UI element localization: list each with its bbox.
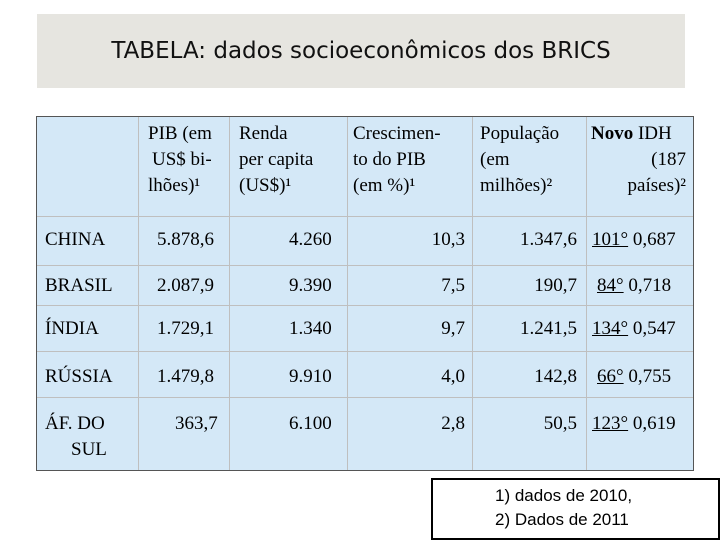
country-cell: ÁF. DO SUL bbox=[45, 413, 107, 460]
column-divider bbox=[138, 117, 139, 470]
country-cell: RÚSSIA bbox=[45, 366, 113, 387]
page-title: TABELA: dados socioeconômicos dos BRICS bbox=[111, 38, 611, 64]
country-cell: ÍNDIA bbox=[45, 318, 99, 339]
brics-table bbox=[36, 116, 694, 471]
row-divider bbox=[37, 397, 693, 398]
renda-cell: 4.260 bbox=[289, 229, 332, 250]
idh-rank: 84° bbox=[597, 275, 624, 296]
populacao-cell: 50,5 bbox=[543, 413, 577, 434]
crescimento-cell: 9,7 bbox=[441, 318, 465, 339]
pib-cell: 1.729,1 bbox=[157, 318, 214, 339]
crescimento-cell: 7,5 bbox=[441, 275, 465, 296]
crescimento-cell: 2,8 bbox=[441, 413, 465, 434]
row-divider bbox=[37, 216, 693, 217]
footnote-box bbox=[431, 478, 720, 540]
renda-cell: 9.910 bbox=[289, 366, 332, 387]
footnote-1: 1) dados de 2010, bbox=[495, 486, 633, 505]
title-banner bbox=[37, 14, 685, 88]
idh-cell bbox=[592, 316, 676, 342]
header-populacao: População (em milhões)² bbox=[480, 123, 560, 196]
row-divider bbox=[37, 305, 693, 306]
row-divider bbox=[37, 351, 693, 352]
header-crescimento: Crescimen- to do PIB (em %)¹ bbox=[353, 123, 441, 196]
idh-rank: 101° bbox=[592, 229, 629, 250]
pib-cell: 363,7 bbox=[175, 413, 218, 434]
column-divider bbox=[229, 117, 230, 470]
idh-value: 0,755 bbox=[628, 366, 672, 387]
idh-rank: 134° bbox=[592, 318, 629, 339]
renda-cell: 9.390 bbox=[289, 275, 332, 296]
header-pib: PIB (em US$ bi- lhões)¹ bbox=[148, 123, 212, 196]
idh-rank: 123° bbox=[592, 413, 629, 434]
country-cell: BRASIL bbox=[45, 275, 113, 296]
idh-value: 0,687 bbox=[632, 229, 676, 250]
crescimento-cell: 4,0 bbox=[441, 366, 465, 387]
populacao-cell: 142,8 bbox=[534, 366, 577, 387]
idh-cell bbox=[597, 364, 671, 390]
idh-value: 0,619 bbox=[632, 413, 676, 434]
idh-cell bbox=[592, 411, 676, 437]
header-idh: Novo IDH (187 países)² bbox=[591, 123, 686, 196]
header-renda: Renda per capita (US$)¹ bbox=[239, 123, 314, 196]
row-divider bbox=[37, 265, 693, 266]
country-cell: CHINA bbox=[45, 229, 106, 250]
column-divider bbox=[586, 117, 587, 470]
renda-cell: 6.100 bbox=[289, 413, 332, 434]
idh-value: 0,547 bbox=[632, 318, 676, 339]
pib-cell: 1.479,8 bbox=[157, 366, 214, 387]
pib-cell: 2.087,9 bbox=[157, 275, 214, 296]
crescimento-cell: 10,3 bbox=[431, 229, 465, 250]
populacao-cell: 1.241,5 bbox=[520, 318, 577, 339]
idh-value: 0,718 bbox=[628, 275, 672, 296]
footnote-2: 2) Dados de 2011 bbox=[495, 510, 629, 529]
renda-cell: 1.340 bbox=[289, 318, 332, 339]
idh-cell bbox=[592, 227, 676, 253]
populacao-cell: 190,7 bbox=[534, 275, 577, 296]
idh-rank: 66° bbox=[597, 366, 624, 387]
idh-cell bbox=[597, 273, 671, 299]
populacao-cell: 1.347,6 bbox=[520, 229, 577, 250]
pib-cell: 5.878,6 bbox=[157, 229, 214, 250]
